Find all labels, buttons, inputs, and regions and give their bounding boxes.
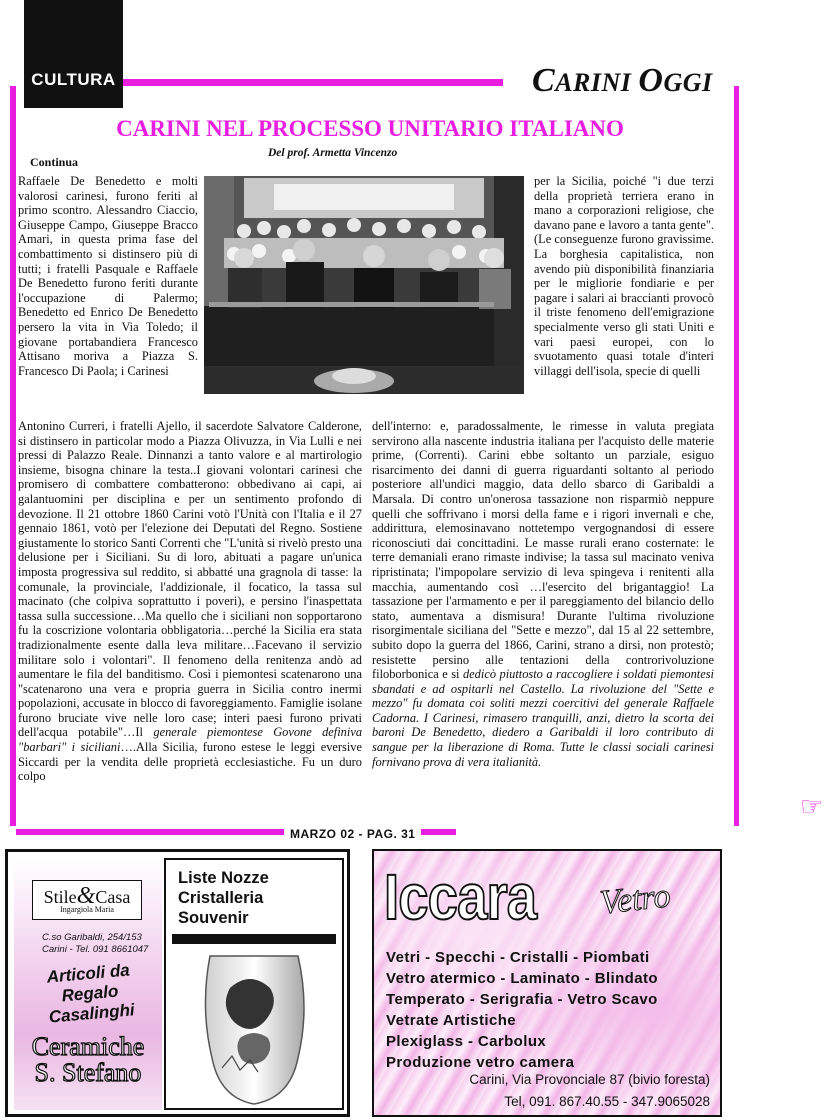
iccara-services — [386, 947, 658, 1073]
iccara-address: Carini, Via Provonciale 87 (bivio foresta) — [469, 1072, 710, 1087]
iccara-brand-suffix: Vetro — [598, 877, 673, 922]
frame-right-rule — [734, 86, 739, 826]
frame-left-rule — [10, 86, 16, 826]
article-title: CARINI NEL PROCESSO UNITARIO ITALIANO — [116, 116, 624, 141]
article-byline: Del prof. Armetta Vincenzo — [268, 147, 398, 159]
service-line: Souvenir — [178, 909, 249, 927]
stile-casa-gifts — [22, 958, 159, 1029]
article-column-right-bottom — [372, 419, 714, 809]
article-paragraph: Raffaele De Benedetto e molti valorosi carinesi, furono feriti al primo scontro. Alessandro Ciaccio, Giuseppe Campo, Giuseppe Bracco Amari, in questa prima fase del combattimento si distinsero più di tutti; i fratelli Pasquale e Raffaele De Benedetto furono feriti durante l'occupazione di Palermo; Benedetto ed Enrico De Benedetto persero la vita in Via Toledo; il giovane portabandiera Francesco Attisano moriva a Piazza S. Francesco Di Paola; i Carinesi — [18, 174, 198, 378]
continued-label: Continua — [30, 155, 79, 169]
article-paragraph: per la Sicilia, poiché "i due terzi della proprietà terriera erano in mano a corporazioni religiose, che davano pane e lavoro a tanta gente". (Le conseguenze furono gravissime. La borghesia capitalistica, non avendo più disponibilità finanziaria per le migliorie fondiarie e per pagare i salari ai braccianti provocò il triste fenomeno dell'emigrazione specialmente verso gli stati Uniti e vari paesi europei, con lo svuotamento quasi totale d'interi villaggi dell'isola, specie di quelli — [534, 174, 714, 378]
article-column-right-top — [534, 174, 714, 419]
conference-photo — [204, 176, 524, 394]
article-text: ….Alla Sicilia, furono estese le leggi eversive Siccardi per la vendita delle proprietà ecclesiastiche. Fu un duro colpo — [18, 740, 362, 784]
masthead-cap-1: C — [532, 62, 556, 99]
ceramics-line: S. Stefano — [34, 1058, 142, 1087]
address-line: Carini - Tel. 091 8661047 — [42, 944, 149, 955]
article-column-left-top — [18, 174, 198, 419]
service-line: Liste Nozze — [178, 869, 269, 887]
article-paragraph — [372, 419, 714, 769]
iccara-service-line: Temperato - Serigrafia - Vetro Scavo — [386, 991, 658, 1008]
article-column-left-bottom — [18, 419, 362, 831]
header-rule — [123, 79, 503, 86]
iccara-service-line: Plexiglass - Carbolux — [386, 1033, 547, 1050]
iccara-service-line: Vetri - Specchi - Cristalli - Piombati — [386, 949, 650, 966]
logo-word-stile: Stile — [43, 887, 77, 907]
masthead-word-1: ARINI — [555, 68, 632, 97]
address-line: C.so Garibaldi, 254/153 — [42, 932, 142, 943]
stile-casa-services — [178, 868, 269, 928]
logo-word-casa: Casa — [95, 887, 131, 907]
stile-casa-ceramics — [18, 1034, 158, 1086]
article-text-italic: generale piemontese Govone definiva "barbari" i siciliani — [18, 725, 362, 755]
section-tag — [24, 0, 123, 108]
section-label: CULTURA — [31, 70, 116, 89]
iccara-brand: Iccara — [384, 861, 537, 933]
gifts-line: Articoli da Regalo — [45, 960, 131, 1006]
ad-iccara — [372, 849, 722, 1117]
iccara-service-line: Produzione vetro camera — [386, 1054, 575, 1071]
service-line: Cristalleria — [178, 889, 264, 907]
article-paragraph — [18, 419, 362, 784]
masthead-cap-2: O — [638, 62, 664, 99]
masthead — [532, 62, 713, 100]
stile-casa-logo — [32, 880, 142, 920]
ceramics-line: Ceramiche — [31, 1032, 145, 1061]
masthead-word-2: GGI — [663, 68, 713, 97]
page-folio: MARZO 02 - PAG. 31 — [284, 827, 421, 841]
logo-ampersand: & — [76, 883, 96, 909]
iccara-phone: Tel, 091. 867.40.55 - 347.9065028 — [504, 1094, 710, 1109]
ad-stile-casa-left-panel — [14, 858, 162, 1110]
article-text: Antonino Curreri, i fratelli Ajello, il sacerdote Salvatore Calderone, si distinsero in particolar modo a Piazza Olivuzza, in Via Lulli e nei pressi di Palazzo Reale. Dinnanzi a tanto valore e al martirologio insieme, bisogna chinare la testa..I giovani volontari carinesi che promisero di combattere combatterono: obbedivano ai capi, ai galantuomini per disciplina e per un sentimento profondo di devozione. Il 21 ottobre 1860 Carini votò l'Unità con l'Italia e il 27 gennaio 1861, votò per l'elezione dei Deputati del Regno. Sostiene giustamente lo storico Santi Correnti che "L'unità si rivelò presto una delusione per i Siciliani. Su di loro, abituati a pagare un'unica imposta progressiva sul reddito, si abbatté una gragnola di tasse: la comunale, la provinciale, l'addizionale, il focatico, la tassa sul macinato (che colpiva soprattutto i poveri), e persino l'inaspettata tassa sulla successione…Ma quello che i siciliani non sopportarono fu la coscrizione volontaria obbligatoria…perché la Sicilia era stata tradizionalmente esente dalla leva militare…Facevano il servizio militare solo i volontari". Il fenomeno della renitenza andò ad aumentare le fila del banditismo. Così i piemontesi scatenarono una "scatenarono una vera e propria guerra in Sicilia contro inermi popolazioni, accusate in blocco di favoreggiamento. Famiglie isolane furono bruciate vive nelle loro case; interi paesi furono privati dell'acqua potabile"…Il — [18, 419, 362, 740]
article-text: dell'interno: e, paradossalmente, le rimesse in valuta pregiata servirono alla nascente industria italiana per l'acquisto delle materie prime, (Correnti). Carini ebbe soltanto un parziale, esiguo risarcimento dei danni di guerra riguardanti soltanto al periodo posteriore all'undici maggio, data dello sbarco di Garibaldi a Marsala. Di contro un'onerosa tassazione non risparmiò neppure quelli che soffrivano i morsi della fame e i rigori invernali e che, addirittura, elemosinavano nottetempo vergognandosi di essere riconosciuti dai concittadini. Le masse rurali erano costernate: le terre demaniali erano rimaste indivise; la tassa sul macinato veniva ripristinata; l'impopolare servizio di leva spingeva i renitenti alla macchia, aumentando così …l'esercito del brigantaggio! La tassazione per l'armamento e per il pareggiamento del bilancio dello stato, aumentava a dismisura! Durante l'ultima rivoluzione risorgimentale siciliana del "Sette e mezzo", dal 15 al 22 settembre, subito dopo la guerra del 1866, Carini, strano a dirsi, non protestò; resistette persino alle tentazioni della controrivoluzione filoborbonica e si — [372, 419, 714, 682]
stile-casa-address — [42, 932, 148, 956]
vase-illustration — [170, 948, 338, 1108]
stile-casa-owner: Ingargiola Maria — [60, 905, 114, 914]
article-photo — [204, 176, 524, 394]
stile-casa-slogan-strip — [172, 934, 336, 944]
iccara-service-line: Vetro atermico - Laminato - Blindato — [386, 970, 658, 987]
iccara-service-line: Vetrate Artistiche — [386, 1012, 517, 1029]
ad-stile-casa — [5, 849, 350, 1117]
article-text-italic: dedicò piuttosto a raccogliere i soldati piemontesi sbandati e ad ospitarli nel Castello. La rivoluzione del "Sette e mezzo" fu domata coi soliti mezzi coercitivi del generale Raffaele Cadorna. I Carinesi, rimasero tranquilli, anzi, dietro la scorta dei baroni De Benedetto, diedero a Garibaldi il loro contributo di sangue per la liberazione di Roma. Tutte le classi sociali carinesi fornivano prova di vera italianità. — [372, 667, 714, 769]
ad-stile-casa-right-panel — [164, 858, 344, 1110]
gifts-line: Casalinghi — [48, 1000, 136, 1027]
pointing-hand-icon: ☞ — [800, 792, 824, 821]
